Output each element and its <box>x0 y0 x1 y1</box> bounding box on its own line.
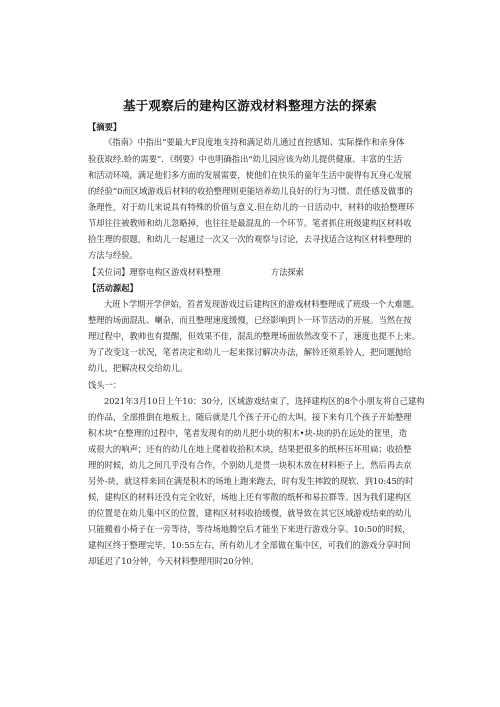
abstract-line: 节却往往被教师和幼儿忽略掉，也往往是最混乱的一个环节。笔者抓住班级建构区材料收 <box>88 218 412 228</box>
scene-line: 的位置是在幼儿集中区的位置，建构区材料收拾缓慢，就导致在其它区域游戏结束的幼儿 <box>88 508 412 518</box>
abstract-line: 拾生理的很题，和幼儿一起通过一次又一次的观察与讨论，去寻找适合这构区材料整理的 <box>88 234 412 244</box>
keywords-text: 【关位词】理察电构区游戏材料整理 <box>88 267 221 277</box>
document-title: 基于观察后的建构区游戏材料整理方法的探索 <box>122 98 377 113</box>
scene-line: 只能搬着小椅子在一旁等待，等待场地腾空后才能坐下来进行游戏分享。10:50的时候， <box>88 524 411 534</box>
scene-line: 2021年3月10日上午10：30分，区域游戏结束了，选择建构区的8个小朋友将自己建构 <box>104 396 425 406</box>
origin-line: 为了改变这一状况，笔者决定和幼儿一起来探讨解决办法，解铃还须系铃人，把问题抛给 <box>88 347 412 357</box>
origin-line: 整理的场面混乱、喇杂，而且整理速度缓慢，已经影响到卜一环节活动的开展。当然在按 <box>88 315 412 325</box>
abstract-line: 方法与经验。 <box>88 250 138 260</box>
scene-line: 理的时候，幼儿之间几乎没有合作，个别幼儿是贯一块积木放在材料柜子上，然后再去京 <box>88 460 412 470</box>
abstract-line: 的经验”0而区域游戏后材料的收拾整理则更能培养幼儿良好的行为习惯、责任感及做事的 <box>88 186 413 196</box>
abstract-heading: 【摘要】 <box>88 122 122 132</box>
scene-heading: 饯头一： <box>88 380 122 390</box>
abstract-line: 验获取经.蛉的需要”．《纲要》中也明确指出“幼儿园应该为幼儿提供健康、丰富的生活 <box>88 154 402 164</box>
scene-line: 建构区终于整理完毕，10:55左右，所有幼儿才全部做在集中区，可我们的游戏分享时间 <box>88 540 411 550</box>
abstract-line: 条理性，对于幼儿来说具有特殊的价值与意义.但在幼儿的一日活动中，材料的收拾整理环 <box>88 202 415 212</box>
keywords-line <box>88 266 428 278</box>
abstract-line: 《指南》中指出“要最大F良度地支持和满足幼儿通过直控感知、实际操作和亲身体 <box>104 137 405 147</box>
origin-line: 幼儿，把解决权交给幼儿。 <box>88 363 188 373</box>
scene-line: 成很大的响声；还有的幼儿在地上爬着收拾积木块，结果把很多的纸杯压坏用扁；收拾整 <box>88 444 412 454</box>
scene-line: 的作品，全部推倒在地板上，随后就是几个孩子开心的大叫，接下来有几个孩子开始整理 <box>88 412 412 422</box>
origin-line: 理过程中，教帅也有提醒，但效果不佳，混乱的整理场面依然改变不了，速度也提不上来。 <box>88 331 420 341</box>
scene-line: 却延迟了10分钟，今天材料整理用时20分钟。 <box>88 556 259 566</box>
scene-line: 候，建构区的材料还没有完全收好，场地上还有零散的纸杯和易拉群等。因为我们建构区 <box>88 492 412 502</box>
keywords-tail: 方法探索 <box>270 267 304 277</box>
origin-line: 大班卜学期开学伊始，笞者发现游戏过后建构区的游戏材料整理成了班级一个大难题。 <box>104 299 420 309</box>
abstract-line: 和活动环境，满足他们多方面的发展需要，使他们在快乐的童年生活中旋得有瓦身心发展 <box>88 170 412 180</box>
scene-line: 另外-块，就这样来回在满是积木的场地上跑来跑去，时有发生摔跤的现软．到10:45的时 <box>88 476 414 486</box>
scene-line: 积木块“在整理的过程中，笔者发现有的幼儿把小块的积木•块-块的扔在远处的筐里，造 <box>88 428 407 438</box>
origin-heading: 【活动源起】 <box>88 283 138 293</box>
